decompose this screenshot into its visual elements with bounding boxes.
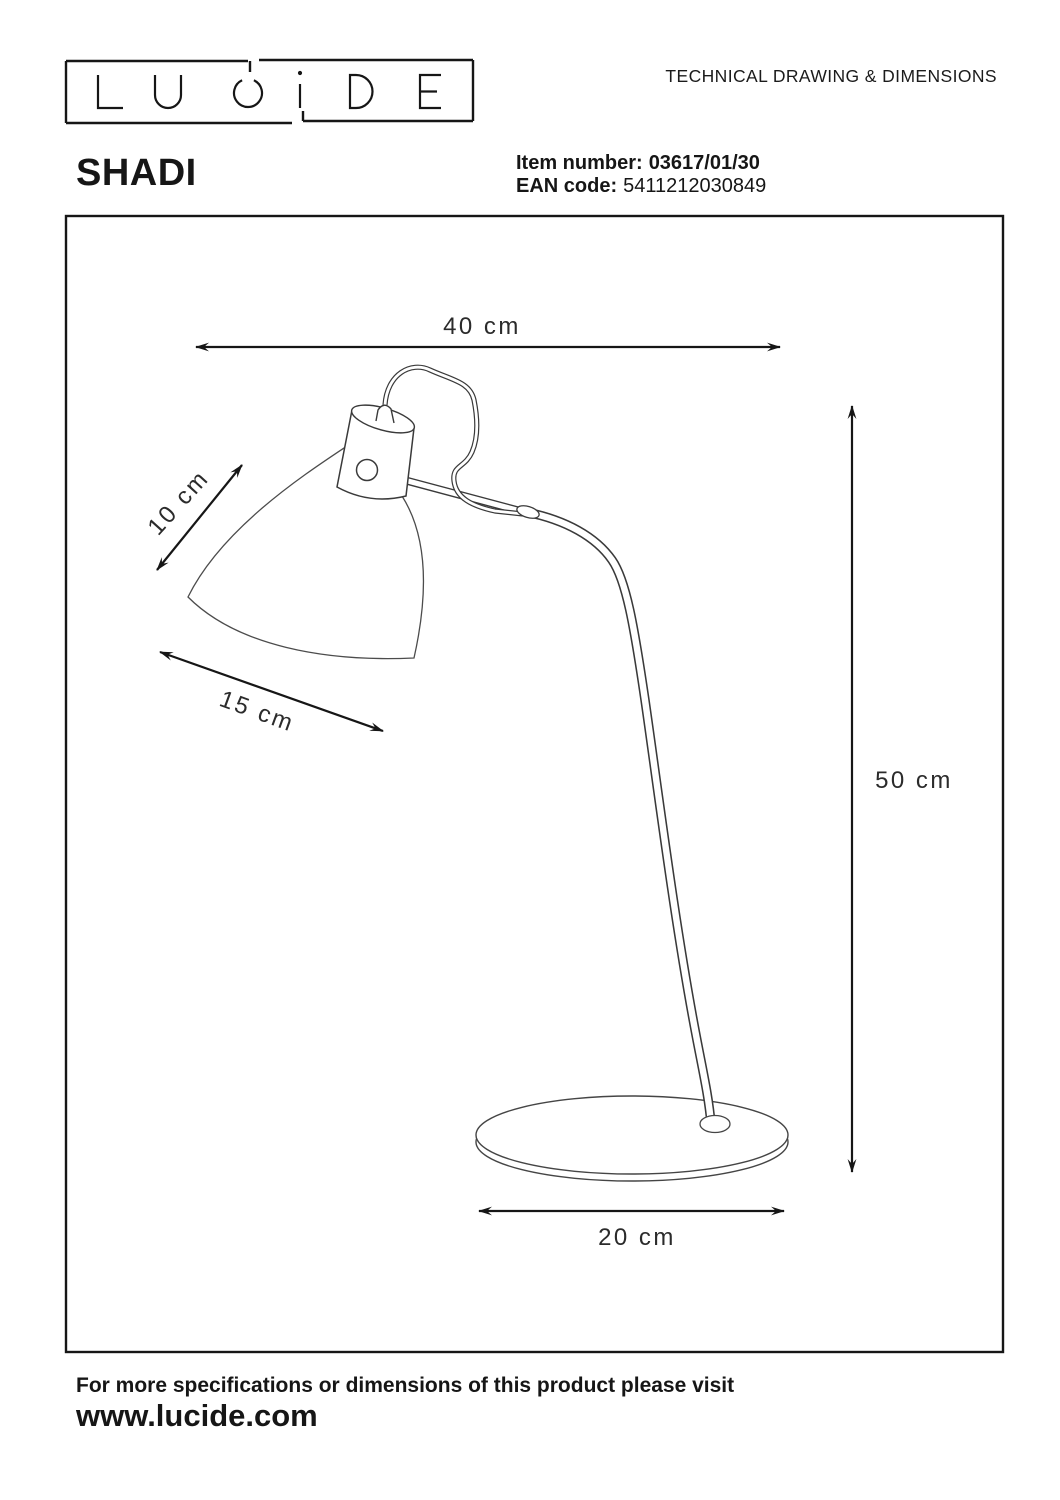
- item-number-value: 03617/01/30: [648, 152, 760, 174]
- dimension-label-shade-depth: 10 cm: [142, 464, 215, 541]
- lamp-stem: [526, 512, 711, 1124]
- product-name: SHADI: [76, 152, 197, 194]
- dimension-label-overall-height: 50 cm: [875, 767, 953, 794]
- lamp-arm-joint: [515, 503, 540, 520]
- doc-title: TECHNICAL DRAWING & DIMENSIONS: [665, 66, 997, 86]
- dimension-arrows: [157, 347, 852, 1211]
- footer-note: For more specifications or dimensions of this product please visit: [76, 1374, 735, 1397]
- item-number-label: Item number:: [516, 152, 643, 174]
- dimension-label-base-diameter: 20 cm: [598, 1224, 676, 1251]
- drawing-frame: [66, 216, 1003, 1352]
- ean-value: 5411212030849: [623, 175, 767, 197]
- lamp-knob: [357, 460, 378, 481]
- lamp-base-collar: [700, 1116, 730, 1133]
- lamp-cap: [376, 405, 394, 423]
- dimension-label-overall-width: 40 cm: [443, 313, 521, 340]
- lamp-base: [476, 1096, 788, 1181]
- lamp-head-cylinder: [337, 399, 417, 499]
- ean-label: EAN code:: [516, 175, 618, 197]
- footer-website: www.lucide.com: [76, 1398, 318, 1433]
- dimension-label-shade-width: 15 cm: [215, 685, 299, 738]
